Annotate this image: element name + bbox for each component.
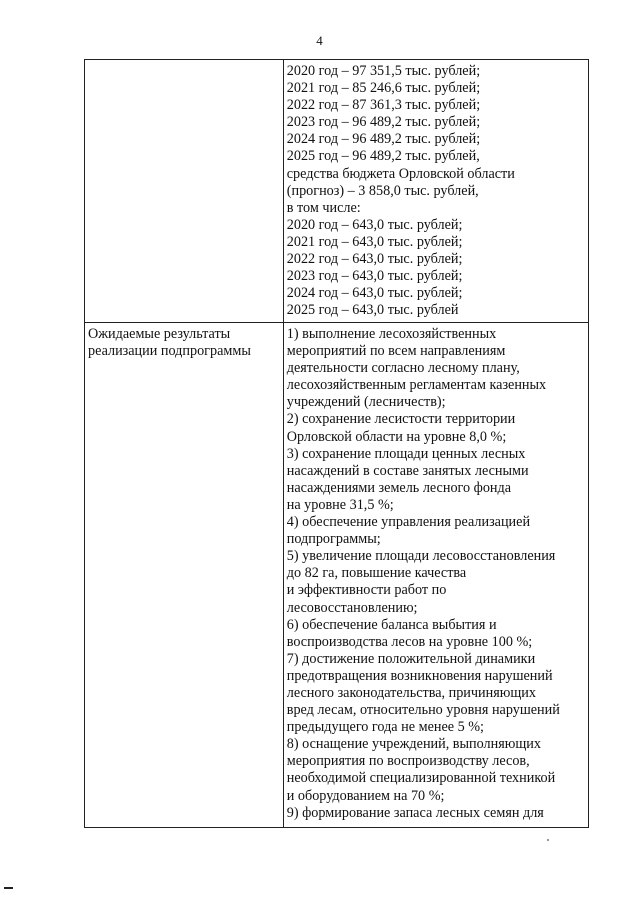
text-line: 2021 год – 85 246,6 тыс. рублей;	[286, 80, 481, 97]
text-line: насаждениями земель лесного фонда	[286, 479, 512, 496]
text-line: 4) обеспечение управления реализацией	[286, 514, 531, 531]
text-line: (прогноз) – 3 858,0 тыс. рублей,	[286, 182, 479, 199]
text-line: лесовосстановлению;	[286, 599, 418, 616]
text-line: и оборудованием на 70 %;	[286, 787, 445, 804]
value-cell	[283, 60, 588, 323]
text-line: предыдущего года не менее 5 %;	[286, 719, 484, 736]
text-line: 2) сохранение лесистости территории	[286, 411, 516, 428]
label-cell	[85, 60, 284, 323]
text-line: 2020 год – 97 351,5 тыс. рублей;	[286, 63, 481, 79]
text-line: Ожидаемые результаты	[88, 326, 231, 342]
page-number: 4	[316, 33, 323, 48]
text-line: 2024 год – 643,0 тыс. рублей;	[286, 285, 463, 302]
text-line: 2023 год – 643,0 тыс. рублей;	[286, 268, 463, 285]
text-line: 2022 год – 87 361,3 тыс. рублей;	[286, 97, 481, 114]
text-line: 2021 год – 643,0 тыс. рублей;	[286, 233, 463, 250]
text-line: предотвращения возникновения нарушений	[286, 667, 553, 684]
text-line: насаждений в составе занятых лесными	[286, 462, 529, 479]
text-line: 1) выполнение лесохозяйственных	[286, 326, 497, 342]
text-line: 9) формирование запаса лесных семян для	[286, 804, 544, 821]
text-line: 5) увеличение площади лесовосстановления	[286, 548, 556, 565]
table-row-funding	[85, 60, 589, 323]
table-row-expected-results	[85, 323, 589, 828]
text-line: мероприятий по всем направлениям	[286, 343, 506, 360]
text-line: на уровне 31,5 %;	[286, 496, 394, 513]
text-line: лесохозяйственным регламентам казенных	[286, 377, 547, 394]
text-line: воспроизводства лесов на уровне 100 %;	[286, 633, 533, 650]
text-line: деятельности согласно лесному плану,	[286, 360, 520, 377]
text-line: и эффективности работ по	[286, 582, 447, 599]
text-line: 2024 год – 96 489,2 тыс. рублей;	[286, 131, 481, 148]
text-line: до 82 га, повышение качества	[286, 565, 467, 582]
value-cell	[283, 323, 588, 828]
text-line: 2023 год – 96 489,2 тыс. рублей;	[286, 114, 481, 131]
text-line: реализации подпрограммы	[88, 343, 251, 360]
text-line: подпрограммы;	[286, 531, 381, 548]
margin-mark	[4, 887, 13, 889]
text-line: необходимой специализированной техникой	[286, 770, 556, 787]
text-line: 2022 год – 643,0 тыс. рублей;	[286, 251, 463, 268]
text-line: мероприятия по воспроизводству лесов,	[286, 753, 530, 770]
text-line: 2020 год – 643,0 тыс. рублей;	[286, 216, 463, 233]
text-line: 6) обеспечение баланса выбытия и	[286, 616, 497, 633]
text-line: 7) достижение положительной динамики	[286, 650, 536, 667]
text-line: в том числе:	[286, 199, 361, 216]
text-line: средства бюджета Орловской области	[286, 165, 515, 182]
text-line: 8) оснащение учреждений, выполняющих	[286, 736, 541, 753]
text-line: 2025 год – 96 489,2 тыс. рублей,	[286, 148, 480, 165]
text-line: лесного законодательства, причиняющих	[286, 684, 536, 701]
text-line: 2025 год – 643,0 тыс. рублей	[286, 302, 459, 319]
label-cell	[85, 323, 284, 828]
text-line: учреждений (лесничеств);	[286, 394, 446, 411]
scan-dot	[547, 839, 549, 841]
text-line: 3) сохранение площади ценных лесных	[286, 445, 526, 462]
text-line: Орловской области на уровне 8,0 %;	[286, 428, 507, 445]
passport-table	[84, 59, 589, 828]
text-line: вред лесам, относительно уровня нарушений	[286, 702, 560, 719]
